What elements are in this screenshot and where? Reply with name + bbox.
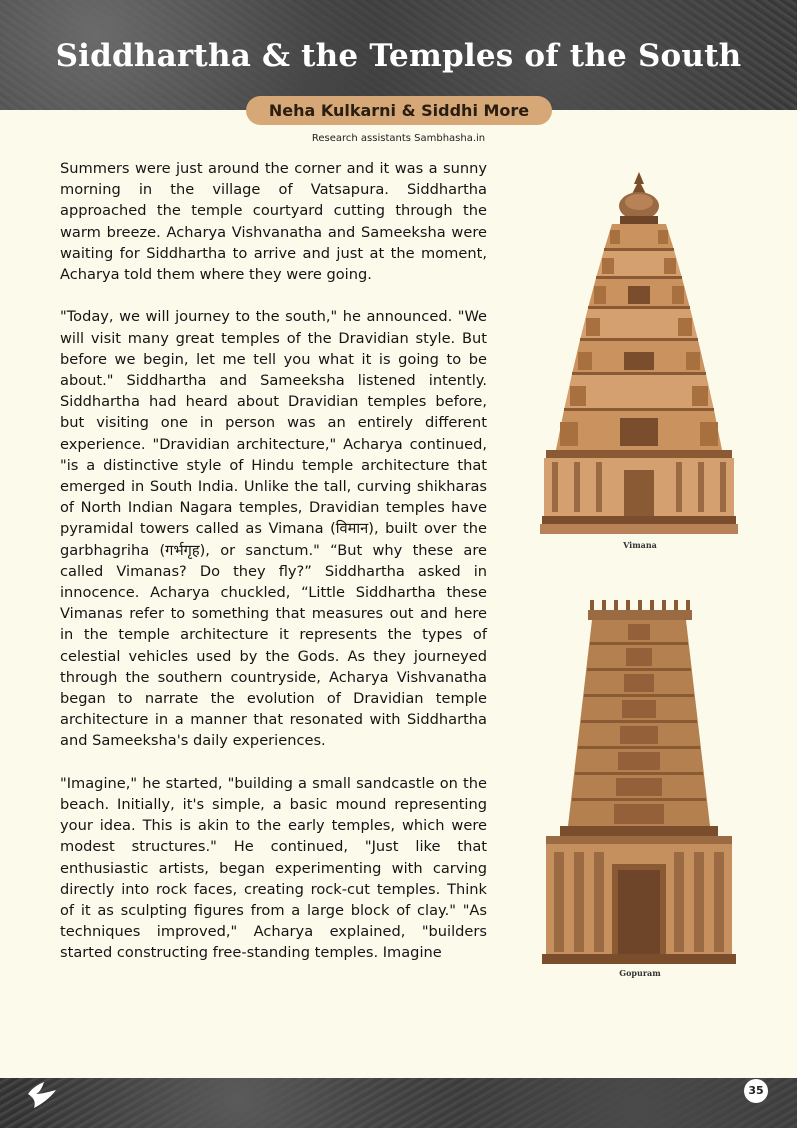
bird-logo-icon (26, 1080, 58, 1110)
vimana-illustration (540, 170, 738, 538)
page-number: 35 (744, 1079, 768, 1103)
affiliation-text: Research assistants Sambhasha.in (311, 133, 486, 144)
footer-banner (0, 1078, 797, 1128)
article-body (60, 158, 487, 985)
gopuram-caption: Gopuram (619, 968, 661, 978)
paragraph-1: Summers were just around the corner and it was a sunny morning in the village of Vatsapura. Siddhartha approached the temple courtyard cutting through the warm breeze. Acharya Vishvanatha and Sameeksha were waiting for Siddhartha to arrive and just at the moment, Acharya told them where they were going. (60, 160, 487, 284)
page-title: Siddhartha & the Temples of the South (55, 38, 742, 74)
author-badge: Neha Kulkarni & Siddhi More (246, 96, 552, 125)
vimana-caption: Vimana (623, 540, 657, 550)
gopuram-illustration (540, 596, 738, 964)
paragraph-2: "Today, we will journey to the south," he announced. "We will visit many great temples of the Dravidian style. But before we begin, let me tell you what it is going to be about." Siddhartha and Sameeksha listened intently. Siddhartha had heard about Dravidian temples before, but visiting one in person was an entirely different experience. "Dravidian architecture," Acharya continued, "is a distinctive style of Hindu temple architecture that emerged in South India. Unlike the tall, curving shikharas of North Indian Nagara temples, Dravidian temples have pyramidal towers called as Vimana (विमान), built over the garbhagriha (गर्भगृह), or sanctum." “But why these are called Vimanas? Do they fly?” Siddhartha asked in innocence. Acharya chuckled, “Little Siddhartha these Vimanas refer to something that measures out and here in the temple architecture it represents the types of celestial vehicles used by the Gods. As they journeyed through the southern countryside, Acharya Vishvanatha began to narrate the evolution of Dravidian temple architecture in a manner that resonated with Siddhartha and Sameeksha's daily experiences. (60, 308, 487, 750)
paragraph-3: "Imagine," he started, "building a small sandcastle on the beach. Initially, it's simple, a basic mound representing your idea. This is akin to the early temples, which were modest structures." He continued, "Just like that enthusiastic artists, began experimenting with carving directly into rock faces, creating rock-cut temples. Think of it as sculpting figures from a large block of clay." "As techniques improved," Acharya explained, "builders started constructing free-standing temples. Imagine (60, 774, 487, 962)
